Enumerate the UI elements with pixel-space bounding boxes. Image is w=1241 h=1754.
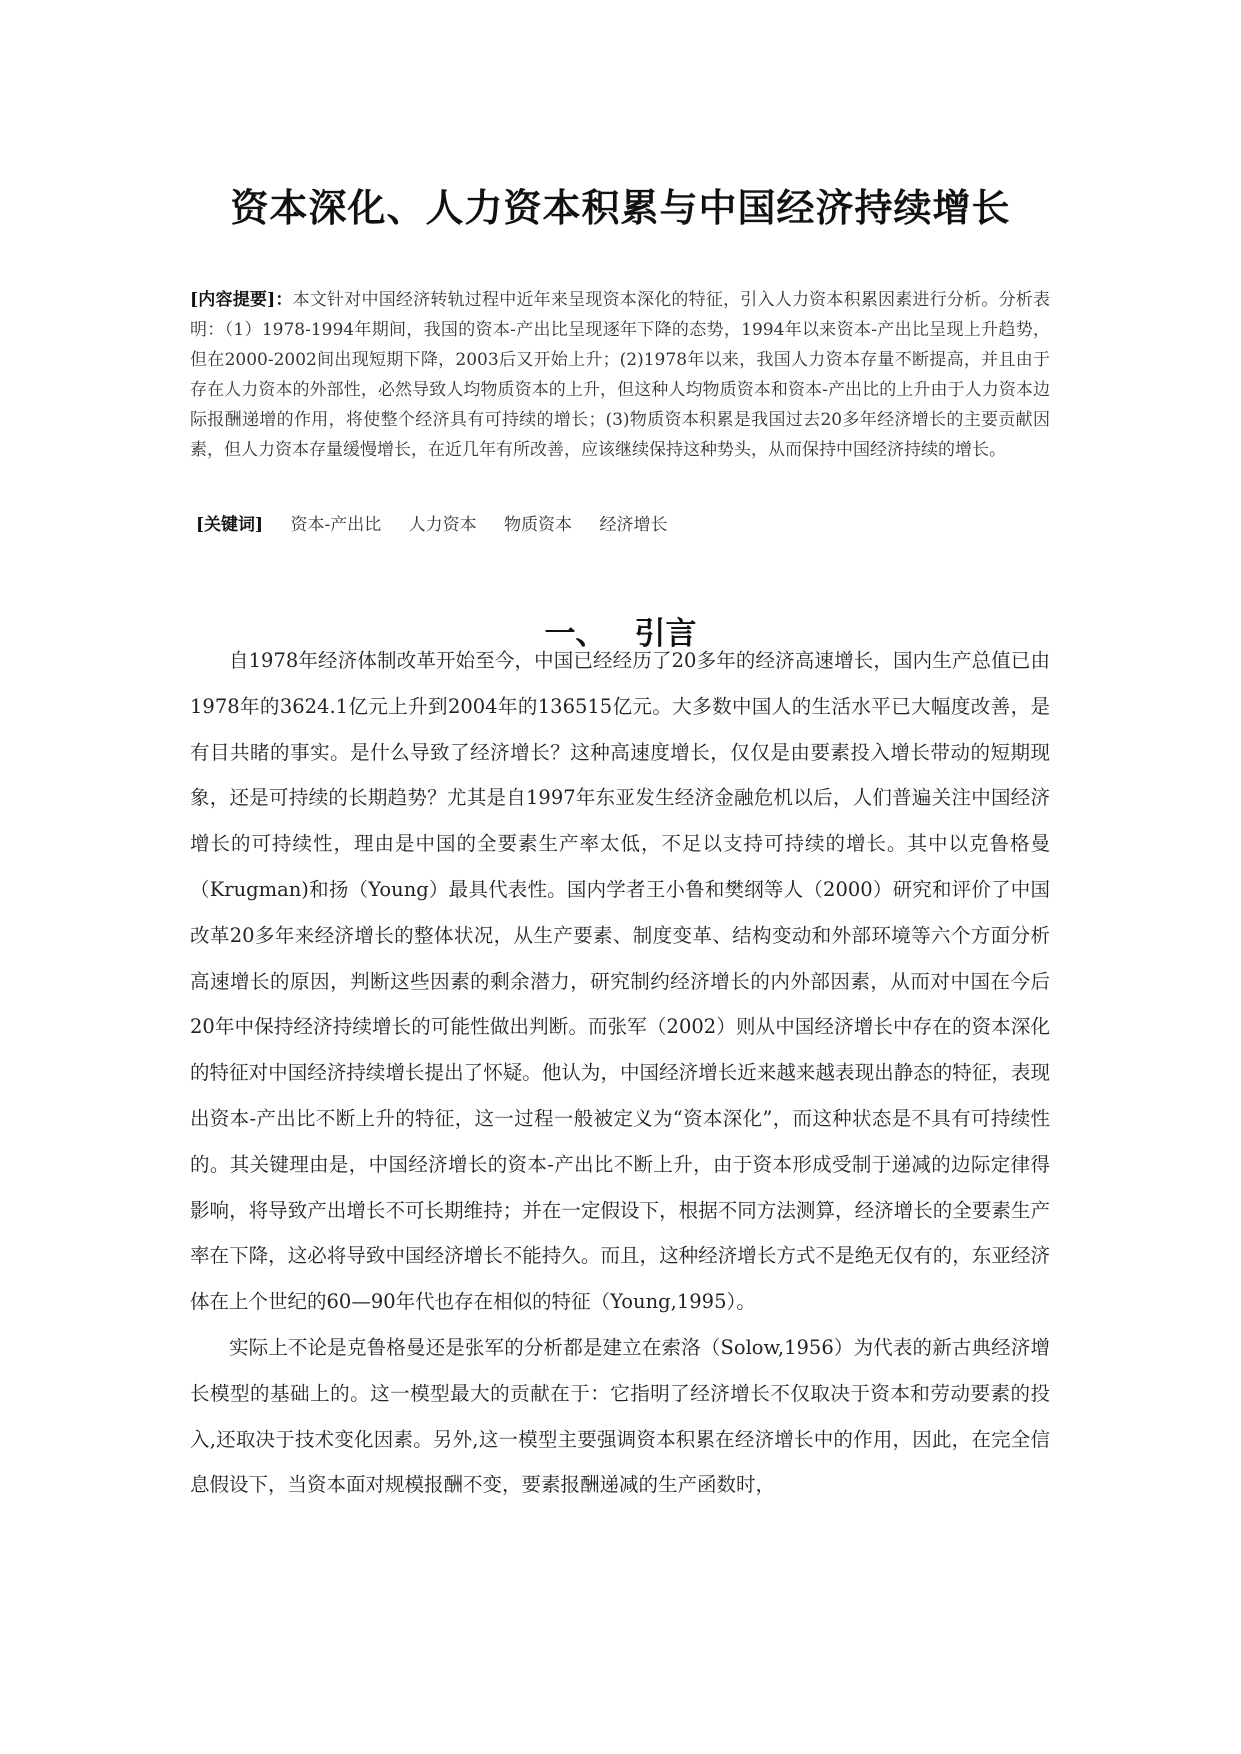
body-text — [190, 638, 1050, 1508]
paragraph: 自1978年经济体制改革开始至今，中国已经经历了20多年的经济高速增长，国内生产总值已由1978年的3624.1亿元上升到2004年的136515亿元。大多数中国人的生活水平已大幅度改善，是有目共睹的事实。是什么导致了经济增长？这种高速度增长，仅仅是由要素投入增长带动的短期现象，还是可持续的长期趋势？尤其是自1997年东亚发生经济金融危机以后，人们普遍关注中国经济增长的可持续性，理由是中国的全要素生产率太低，不足以支持可持续的增长。其中以克鲁格曼（Krugman)和扬（Young）最具代表性。国内学者王小鲁和樊纲等人（2000）研究和评价了中国改革20多年来经济增长的整体状况，从生产要素、制度变革、结构变动和外部环境等六个方面分析高速增长的原因，判断这些因素的剩余潜力，研究制约经济增长的内外部因素，从而对中国在今后20年中保持经济持续增长的可能性做出判断。而张军（2002）则从中国经济增长中存在的资本深化的特征对中国经济持续增长提出了怀疑。他认为，中国经济增长近来越来越表现出静态的特征，表现出资本-产出比不断上升的特征，这一过程一般被定义为“资本深化”，而这种状态是不具有可持续性的。其关键理由是，中国经济增长的资本-产出比不断上升，由于资本形成受制于递减的边际定律得影响，将导致产出增长不可长期维持；并在一定假设下，根据不同方法测算，经济增长的全要素生产率在下降，这必将导致中国经济增长不能持久。而且，这种经济增长方式不是绝无仅有的，东亚经济体在上个世纪的60—90年代也存在相似的特征（Young,1995）。 — [190, 649, 1050, 1314]
section-number: 一、 — [544, 615, 607, 652]
section-title: 引言 — [634, 615, 697, 652]
keyword-item: 资本-产出比 — [290, 515, 382, 535]
abstract-text: 本文针对中国经济转轨过程中近年来呈现资本深化的特征，引入人力资本积累因素进行分析。分析表明：（1）1978-1994年期间，我国的资本-产出比呈现逐年下降的态势，1994年以来资本-产出比呈现上升趋势，但在2000-2002间出现短期下降，2003后又开始上升；(2)1978年以来，我国人力资本存量不断提高，并且由于存在人力资本的外部性，必然导致人均物质资本的上升，但这种人均物质资本和资本-产出比的上升由于人力资本边际报酬递增的作用，将使整个经济具有可持续的增长；(3)物质资本积累是我国过去20多年经济增长的主要贡献因素，但人力资本存量缓慢增长，在近几年有所改善，应该继续保持这种势头，从而保持中国经济持续的增长。 — [190, 290, 1051, 460]
keyword-item: 人力资本 — [408, 515, 477, 535]
paragraph: 实际上不论是克鲁格曼还是张军的分析都是建立在索洛（Solow,1956）为代表的新古典经济增长模型的基础上的。这一模型最大的贡献在于：它指明了经济增长不仅取决于资本和劳动要素的投入,还取决于技术变化因素。另外,这一模型主要强调资本积累在经济增长中的作用，因此，在完全信息假设下，当资本面对规模报酬不变，要素报酬递减的生产函数时， — [190, 1335, 1050, 1497]
keywords-label: [关键词] — [196, 515, 264, 535]
keyword-item: 物质资本 — [504, 515, 573, 535]
abstract — [190, 285, 1050, 465]
keywords — [196, 510, 1056, 540]
keyword-item: 经济增长 — [599, 515, 668, 535]
paper-title: 资本深化、人力资本积累与中国经济持续增长 — [230, 185, 1011, 231]
abstract-label: [内容提要]： — [190, 290, 293, 310]
